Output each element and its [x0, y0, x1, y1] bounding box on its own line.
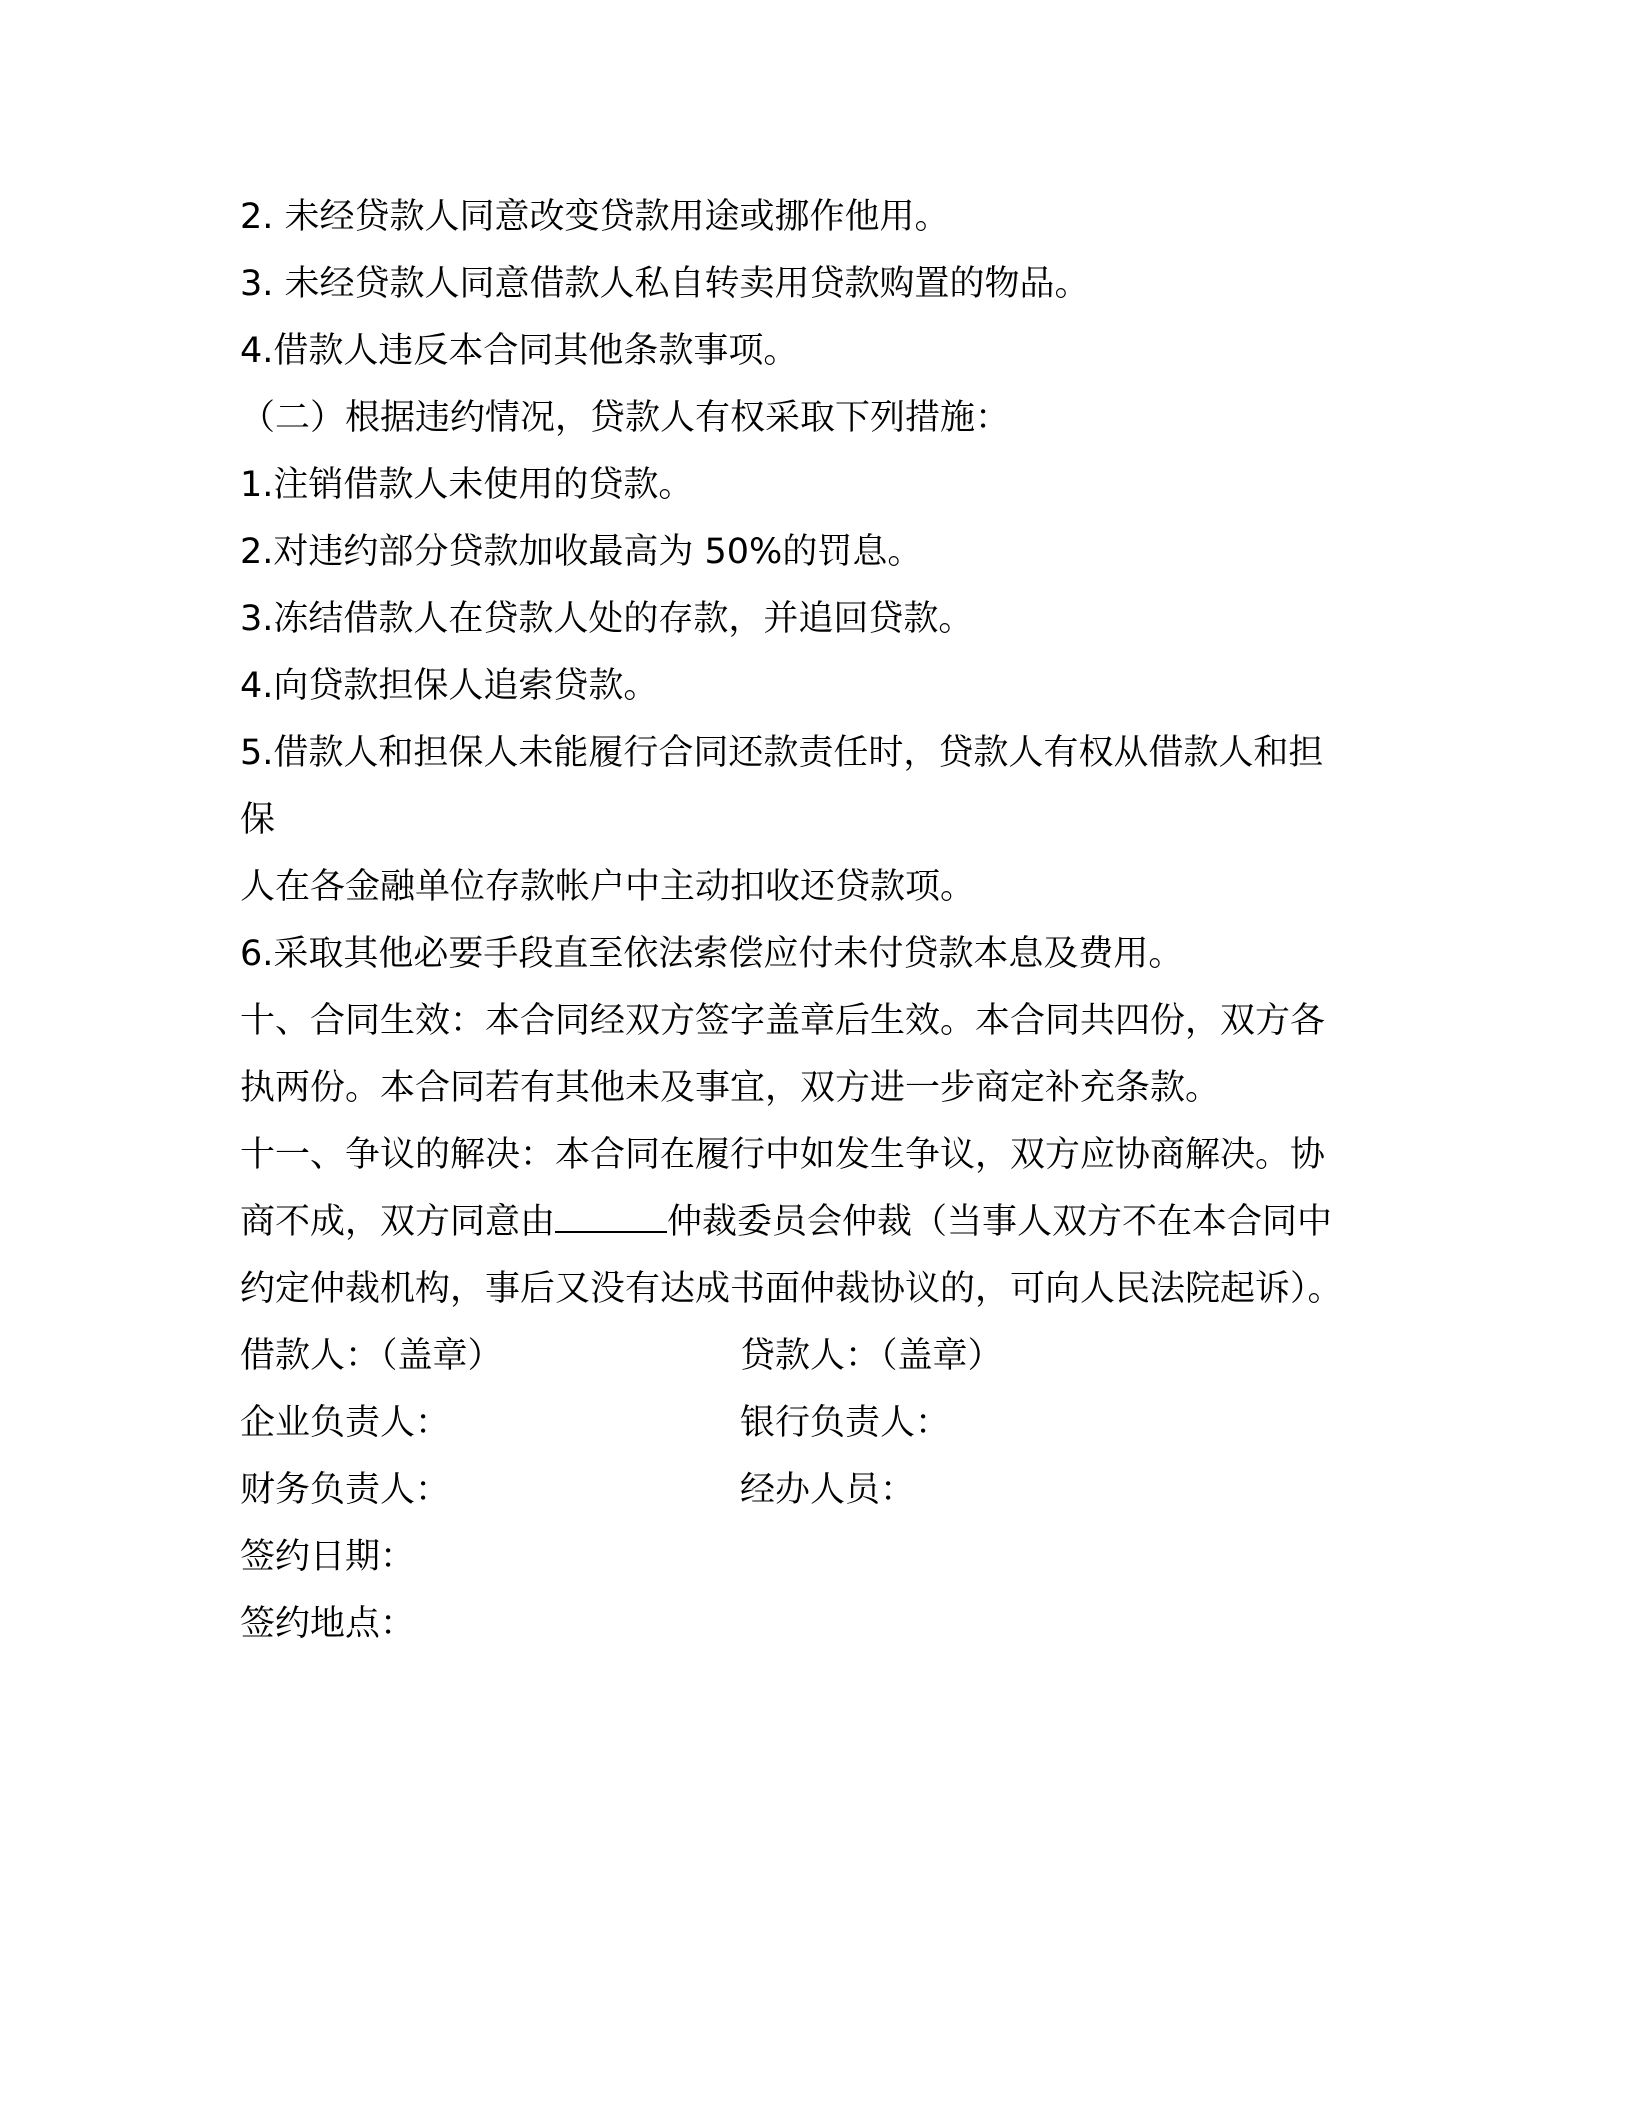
signature-row	[240, 1457, 1400, 1524]
clause-line: 2. 未经贷款人同意改变贷款用途或挪作他用。	[240, 197, 950, 237]
clause-line: 1.注销借款人未使用的贷款。	[240, 465, 694, 505]
handler-label: 经办人员：	[740, 1470, 916, 1510]
signature-row	[240, 1591, 1400, 1658]
document-body	[240, 184, 1400, 1658]
company-head-label: 企业负责人：	[240, 1403, 451, 1443]
clause-line: 执两份。本合同若有其他未及事宜，双方进一步商定补充条款。	[240, 1068, 1221, 1108]
signature-row	[240, 1390, 1400, 1457]
signature-row	[240, 1524, 1400, 1591]
clause-line: 保	[240, 800, 276, 840]
clause-line: 4.借款人违反本合同其他条款事项。	[240, 331, 799, 371]
clause-text: 仲裁委员会仲裁（当事人双方不在本合同中	[667, 1202, 1333, 1242]
finance-head-label: 财务负责人：	[240, 1470, 451, 1510]
clause-line: 6.采取其他必要手段直至依法索偿应付未付贷款本息及费用。	[240, 934, 1184, 974]
sign-place-label: 签约地点：	[240, 1604, 416, 1644]
arbitration-blank	[555, 1199, 667, 1233]
clause-line: 5.借款人和担保人未能履行合同还款责任时，贷款人有权从借款人和担	[240, 733, 1324, 773]
signature-row	[240, 1323, 1400, 1390]
clause-line: 十、合同生效：本合同经双方签字盖章后生效。本合同共四份，双方各	[240, 1001, 1326, 1041]
clause-line: 4.向贷款担保人追索贷款。	[240, 666, 659, 706]
clause-line: 3.冻结借款人在贷款人处的存款，并追回贷款。	[240, 599, 974, 639]
borrower-label: 借款人：（盖章）	[240, 1336, 503, 1376]
clause-line	[240, 1189, 1400, 1256]
clause-text: 商不成，双方同意由	[240, 1202, 556, 1242]
clause-line: 3. 未经贷款人同意借款人私自转卖用贷款购置的物品。	[240, 264, 1090, 304]
lender-label: 贷款人：（盖章）	[740, 1336, 1003, 1376]
clause-line: 约定仲裁机构，事后又没有达成书面仲裁协议的，可向人民法院起诉）。	[240, 1269, 1343, 1309]
bank-head-label: 银行负责人：	[740, 1403, 951, 1443]
clause-line: 2.对违约部分贷款加收最高为 50%的罚息。	[240, 532, 923, 572]
section-heading: （二）根据违约情况，贷款人有权采取下列措施：	[240, 398, 1011, 438]
clause-line: 十一、争议的解决：本合同在履行中如发生争议，双方应协商解决。协	[240, 1135, 1326, 1175]
clause-line: 人在各金融单位存款帐户中主动扣收还贷款项。	[240, 867, 976, 907]
sign-date-label: 签约日期：	[240, 1537, 416, 1577]
